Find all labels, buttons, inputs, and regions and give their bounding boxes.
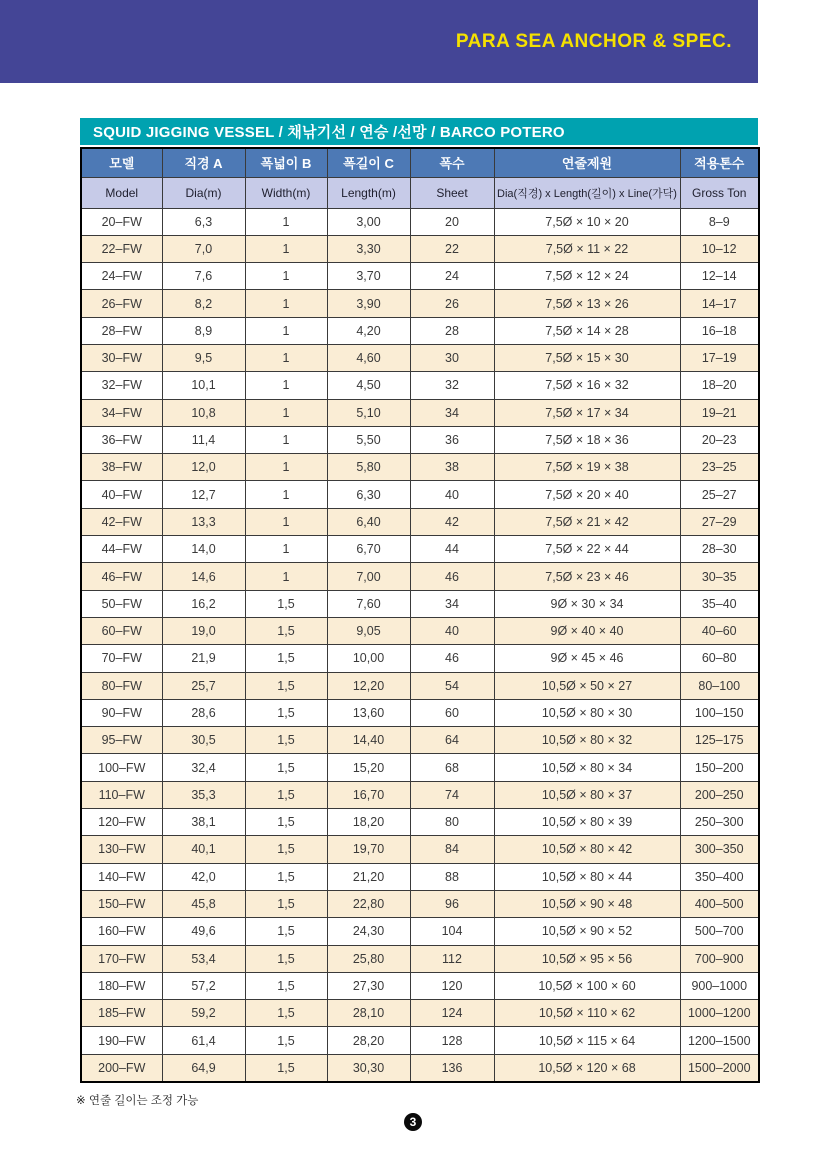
sheet-cell: 36 bbox=[410, 426, 494, 453]
line-spec-cell: 10,5Ø × 110 × 62 bbox=[494, 1000, 680, 1027]
length-cell: 3,70 bbox=[327, 263, 410, 290]
header-sheet-ko: 폭수 bbox=[410, 148, 494, 177]
dia-cell: 7,6 bbox=[162, 263, 245, 290]
header-length-en: Length(m) bbox=[327, 177, 410, 208]
length-cell: 19,70 bbox=[327, 836, 410, 863]
header-gross-ton-ko: 적용톤수 bbox=[680, 148, 759, 177]
width-cell: 1 bbox=[245, 536, 327, 563]
table-row bbox=[81, 781, 759, 808]
sheet-cell: 64 bbox=[410, 727, 494, 754]
sheet-cell: 84 bbox=[410, 836, 494, 863]
length-cell: 28,20 bbox=[327, 1027, 410, 1054]
model-cell: 90–FW bbox=[81, 699, 162, 726]
table-row bbox=[81, 263, 759, 290]
line-spec-cell: 9Ø × 45 × 46 bbox=[494, 645, 680, 672]
sheet-cell: 112 bbox=[410, 945, 494, 972]
dia-cell: 40,1 bbox=[162, 836, 245, 863]
width-cell: 1,5 bbox=[245, 918, 327, 945]
sheet-cell: 28 bbox=[410, 317, 494, 344]
table-row bbox=[81, 372, 759, 399]
gross-ton-cell: 400–500 bbox=[680, 890, 759, 917]
page-number: 3 bbox=[409, 1115, 417, 1129]
width-cell: 1,5 bbox=[245, 809, 327, 836]
sheet-cell: 60 bbox=[410, 699, 494, 726]
gross-ton-cell: 12–14 bbox=[680, 263, 759, 290]
line-spec-cell: 7,5Ø × 16 × 32 bbox=[494, 372, 680, 399]
table-row bbox=[81, 399, 759, 426]
sheet-cell: 34 bbox=[410, 590, 494, 617]
header-line-spec-en: Dia(직경) x Length(길이) x Line(가닥) bbox=[494, 177, 680, 208]
table-row bbox=[81, 617, 759, 644]
width-cell: 1,5 bbox=[245, 972, 327, 999]
length-cell: 22,80 bbox=[327, 890, 410, 917]
line-spec-cell: 10,5Ø × 80 × 37 bbox=[494, 781, 680, 808]
table-row bbox=[81, 672, 759, 699]
model-cell: 40–FW bbox=[81, 481, 162, 508]
line-spec-cell: 7,5Ø × 14 × 28 bbox=[494, 317, 680, 344]
table-row bbox=[81, 563, 759, 590]
gross-ton-cell: 25–27 bbox=[680, 481, 759, 508]
gross-ton-cell: 10–12 bbox=[680, 235, 759, 262]
line-spec-cell: 10,5Ø × 50 × 27 bbox=[494, 672, 680, 699]
dia-cell: 25,7 bbox=[162, 672, 245, 699]
line-spec-cell: 9Ø × 30 × 34 bbox=[494, 590, 680, 617]
width-cell: 1 bbox=[245, 344, 327, 371]
line-spec-cell: 10,5Ø × 90 × 52 bbox=[494, 918, 680, 945]
gross-ton-cell: 60–80 bbox=[680, 645, 759, 672]
sheet-cell: 34 bbox=[410, 399, 494, 426]
section-title-bar bbox=[80, 118, 758, 145]
length-cell: 28,10 bbox=[327, 1000, 410, 1027]
line-spec-cell: 10,5Ø × 90 × 48 bbox=[494, 890, 680, 917]
length-cell: 6,70 bbox=[327, 536, 410, 563]
header-line-spec-ko: 연줄제원 bbox=[494, 148, 680, 177]
header-length-ko: 폭길이 C bbox=[327, 148, 410, 177]
width-cell: 1 bbox=[245, 454, 327, 481]
gross-ton-cell: 350–400 bbox=[680, 863, 759, 890]
length-cell: 14,40 bbox=[327, 727, 410, 754]
model-cell: 42–FW bbox=[81, 508, 162, 535]
top-banner bbox=[0, 0, 758, 83]
width-cell: 1,5 bbox=[245, 781, 327, 808]
model-cell: 46–FW bbox=[81, 563, 162, 590]
gross-ton-cell: 16–18 bbox=[680, 317, 759, 344]
model-cell: 20–FW bbox=[81, 208, 162, 235]
sheet-cell: 30 bbox=[410, 344, 494, 371]
line-spec-cell: 7,5Ø × 12 × 24 bbox=[494, 263, 680, 290]
table-row bbox=[81, 426, 759, 453]
model-cell: 185–FW bbox=[81, 1000, 162, 1027]
line-spec-cell: 7,5Ø × 13 × 26 bbox=[494, 290, 680, 317]
gross-ton-cell: 19–21 bbox=[680, 399, 759, 426]
gross-ton-cell: 28–30 bbox=[680, 536, 759, 563]
line-spec-cell: 10,5Ø × 80 × 42 bbox=[494, 836, 680, 863]
line-spec-cell: 10,5Ø × 100 × 60 bbox=[494, 972, 680, 999]
line-spec-cell: 10,5Ø × 80 × 44 bbox=[494, 863, 680, 890]
sheet-cell: 54 bbox=[410, 672, 494, 699]
width-cell: 1,5 bbox=[245, 617, 327, 644]
gross-ton-cell: 125–175 bbox=[680, 727, 759, 754]
gross-ton-cell: 900–1000 bbox=[680, 972, 759, 999]
dia-cell: 8,2 bbox=[162, 290, 245, 317]
table-row bbox=[81, 481, 759, 508]
width-cell: 1,5 bbox=[245, 1000, 327, 1027]
model-cell: 120–FW bbox=[81, 809, 162, 836]
length-cell: 6,30 bbox=[327, 481, 410, 508]
width-cell: 1 bbox=[245, 235, 327, 262]
model-cell: 140–FW bbox=[81, 863, 162, 890]
line-spec-cell: 10,5Ø × 80 × 32 bbox=[494, 727, 680, 754]
table-row bbox=[81, 727, 759, 754]
length-cell: 24,30 bbox=[327, 918, 410, 945]
dia-cell: 13,3 bbox=[162, 508, 245, 535]
sheet-cell: 104 bbox=[410, 918, 494, 945]
model-cell: 32–FW bbox=[81, 372, 162, 399]
width-cell: 1 bbox=[245, 317, 327, 344]
table-row bbox=[81, 945, 759, 972]
dia-cell: 21,9 bbox=[162, 645, 245, 672]
table-row bbox=[81, 754, 759, 781]
sheet-cell: 42 bbox=[410, 508, 494, 535]
width-cell: 1,5 bbox=[245, 1054, 327, 1081]
sheet-cell: 124 bbox=[410, 1000, 494, 1027]
line-spec-cell: 7,5Ø × 19 × 38 bbox=[494, 454, 680, 481]
banner-title: PARA SEA ANCHOR & SPEC. bbox=[455, 30, 732, 52]
sheet-cell: 88 bbox=[410, 863, 494, 890]
model-cell: 22–FW bbox=[81, 235, 162, 262]
line-spec-cell: 7,5Ø × 17 × 34 bbox=[494, 399, 680, 426]
line-spec-cell: 7,5Ø × 23 × 46 bbox=[494, 563, 680, 590]
gross-ton-cell: 17–19 bbox=[680, 344, 759, 371]
gross-ton-cell: 18–20 bbox=[680, 372, 759, 399]
width-cell: 1,5 bbox=[245, 1027, 327, 1054]
line-spec-cell: 10,5Ø × 80 × 39 bbox=[494, 809, 680, 836]
sheet-cell: 46 bbox=[410, 645, 494, 672]
dia-cell: 57,2 bbox=[162, 972, 245, 999]
sheet-cell: 120 bbox=[410, 972, 494, 999]
sheet-cell: 44 bbox=[410, 536, 494, 563]
gross-ton-cell: 20–23 bbox=[680, 426, 759, 453]
table-row bbox=[81, 863, 759, 890]
length-cell: 9,05 bbox=[327, 617, 410, 644]
length-cell: 5,10 bbox=[327, 399, 410, 426]
length-cell: 21,20 bbox=[327, 863, 410, 890]
model-cell: 80–FW bbox=[81, 672, 162, 699]
table-row bbox=[81, 235, 759, 262]
length-cell: 18,20 bbox=[327, 809, 410, 836]
table-row bbox=[81, 317, 759, 344]
gross-ton-cell: 250–300 bbox=[680, 809, 759, 836]
line-spec-cell: 7,5Ø × 22 × 44 bbox=[494, 536, 680, 563]
sheet-cell: 38 bbox=[410, 454, 494, 481]
header-row-english bbox=[81, 177, 759, 208]
model-cell: 150–FW bbox=[81, 890, 162, 917]
table-row bbox=[81, 645, 759, 672]
length-cell: 3,30 bbox=[327, 235, 410, 262]
line-spec-cell: 7,5Ø × 21 × 42 bbox=[494, 508, 680, 535]
line-spec-cell: 7,5Ø × 11 × 22 bbox=[494, 235, 680, 262]
line-spec-cell: 10,5Ø × 120 × 68 bbox=[494, 1054, 680, 1081]
sheet-cell: 22 bbox=[410, 235, 494, 262]
model-cell: 36–FW bbox=[81, 426, 162, 453]
width-cell: 1,5 bbox=[245, 836, 327, 863]
table-row bbox=[81, 208, 759, 235]
width-cell: 1 bbox=[245, 290, 327, 317]
sheet-cell: 74 bbox=[410, 781, 494, 808]
gross-ton-cell: 1500–2000 bbox=[680, 1054, 759, 1081]
model-cell: 70–FW bbox=[81, 645, 162, 672]
sheet-cell: 26 bbox=[410, 290, 494, 317]
length-cell: 7,00 bbox=[327, 563, 410, 590]
table-row bbox=[81, 454, 759, 481]
gross-ton-cell: 80–100 bbox=[680, 672, 759, 699]
table-row bbox=[81, 1000, 759, 1027]
length-cell: 3,00 bbox=[327, 208, 410, 235]
dia-cell: 32,4 bbox=[162, 754, 245, 781]
table-row bbox=[81, 972, 759, 999]
dia-cell: 45,8 bbox=[162, 890, 245, 917]
gross-ton-cell: 23–25 bbox=[680, 454, 759, 481]
table-row bbox=[81, 918, 759, 945]
width-cell: 1 bbox=[245, 563, 327, 590]
line-spec-cell: 10,5Ø × 80 × 30 bbox=[494, 699, 680, 726]
gross-ton-cell: 200–250 bbox=[680, 781, 759, 808]
width-cell: 1,5 bbox=[245, 727, 327, 754]
header-gross-ton-en: Gross Ton bbox=[680, 177, 759, 208]
length-cell: 15,20 bbox=[327, 754, 410, 781]
length-cell: 12,20 bbox=[327, 672, 410, 699]
sheet-cell: 46 bbox=[410, 563, 494, 590]
model-cell: 60–FW bbox=[81, 617, 162, 644]
dia-cell: 14,6 bbox=[162, 563, 245, 590]
model-cell: 24–FW bbox=[81, 263, 162, 290]
dia-cell: 28,6 bbox=[162, 699, 245, 726]
width-cell: 1 bbox=[245, 263, 327, 290]
gross-ton-cell: 14–17 bbox=[680, 290, 759, 317]
dia-cell: 42,0 bbox=[162, 863, 245, 890]
header-width-en: Width(m) bbox=[245, 177, 327, 208]
table-row bbox=[81, 344, 759, 371]
footnote: ※ 연줄 길이는 조정 가능 bbox=[76, 1095, 199, 1107]
length-cell: 4,60 bbox=[327, 344, 410, 371]
model-cell: 38–FW bbox=[81, 454, 162, 481]
sheet-cell: 68 bbox=[410, 754, 494, 781]
dia-cell: 6,3 bbox=[162, 208, 245, 235]
dia-cell: 11,4 bbox=[162, 426, 245, 453]
model-cell: 110–FW bbox=[81, 781, 162, 808]
sheet-cell: 24 bbox=[410, 263, 494, 290]
line-spec-cell: 9Ø × 40 × 40 bbox=[494, 617, 680, 644]
header-model-ko: 모델 bbox=[81, 148, 162, 177]
sheet-cell: 136 bbox=[410, 1054, 494, 1081]
line-spec-cell: 7,5Ø × 10 × 20 bbox=[494, 208, 680, 235]
model-cell: 30–FW bbox=[81, 344, 162, 371]
table-row bbox=[81, 699, 759, 726]
gross-ton-cell: 1200–1500 bbox=[680, 1027, 759, 1054]
length-cell: 25,80 bbox=[327, 945, 410, 972]
length-cell: 13,60 bbox=[327, 699, 410, 726]
dia-cell: 12,0 bbox=[162, 454, 245, 481]
model-cell: 26–FW bbox=[81, 290, 162, 317]
dia-cell: 61,4 bbox=[162, 1027, 245, 1054]
spec-table bbox=[80, 147, 760, 1083]
line-spec-cell: 10,5Ø × 80 × 34 bbox=[494, 754, 680, 781]
length-cell: 30,30 bbox=[327, 1054, 410, 1081]
sheet-cell: 40 bbox=[410, 481, 494, 508]
table-row bbox=[81, 836, 759, 863]
table-row bbox=[81, 290, 759, 317]
sheet-cell: 80 bbox=[410, 809, 494, 836]
width-cell: 1 bbox=[245, 372, 327, 399]
gross-ton-cell: 300–350 bbox=[680, 836, 759, 863]
page-number-badge bbox=[404, 1113, 422, 1131]
dia-cell: 8,9 bbox=[162, 317, 245, 344]
sheet-cell: 96 bbox=[410, 890, 494, 917]
width-cell: 1 bbox=[245, 508, 327, 535]
length-cell: 27,30 bbox=[327, 972, 410, 999]
header-width-ko: 폭넓이 B bbox=[245, 148, 327, 177]
dia-cell: 35,3 bbox=[162, 781, 245, 808]
width-cell: 1,5 bbox=[245, 945, 327, 972]
dia-cell: 9,5 bbox=[162, 344, 245, 371]
gross-ton-cell: 500–700 bbox=[680, 918, 759, 945]
width-cell: 1,5 bbox=[245, 590, 327, 617]
line-spec-cell: 7,5Ø × 15 × 30 bbox=[494, 344, 680, 371]
gross-ton-cell: 27–29 bbox=[680, 508, 759, 535]
width-cell: 1 bbox=[245, 481, 327, 508]
dia-cell: 19,0 bbox=[162, 617, 245, 644]
dia-cell: 16,2 bbox=[162, 590, 245, 617]
length-cell: 6,40 bbox=[327, 508, 410, 535]
length-cell: 4,50 bbox=[327, 372, 410, 399]
dia-cell: 14,0 bbox=[162, 536, 245, 563]
dia-cell: 53,4 bbox=[162, 945, 245, 972]
sheet-cell: 32 bbox=[410, 372, 494, 399]
gross-ton-cell: 100–150 bbox=[680, 699, 759, 726]
dia-cell: 49,6 bbox=[162, 918, 245, 945]
dia-cell: 64,9 bbox=[162, 1054, 245, 1081]
table-row bbox=[81, 536, 759, 563]
dia-cell: 30,5 bbox=[162, 727, 245, 754]
dia-cell: 7,0 bbox=[162, 235, 245, 262]
model-cell: 50–FW bbox=[81, 590, 162, 617]
model-cell: 100–FW bbox=[81, 754, 162, 781]
length-cell: 5,50 bbox=[327, 426, 410, 453]
sheet-cell: 128 bbox=[410, 1027, 494, 1054]
width-cell: 1,5 bbox=[245, 890, 327, 917]
gross-ton-cell: 30–35 bbox=[680, 563, 759, 590]
sheet-cell: 20 bbox=[410, 208, 494, 235]
width-cell: 1,5 bbox=[245, 863, 327, 890]
model-cell: 170–FW bbox=[81, 945, 162, 972]
model-cell: 160–FW bbox=[81, 918, 162, 945]
model-cell: 34–FW bbox=[81, 399, 162, 426]
model-cell: 190–FW bbox=[81, 1027, 162, 1054]
table-row bbox=[81, 890, 759, 917]
dia-cell: 59,2 bbox=[162, 1000, 245, 1027]
table-row bbox=[81, 590, 759, 617]
gross-ton-cell: 1000–1200 bbox=[680, 1000, 759, 1027]
dia-cell: 38,1 bbox=[162, 809, 245, 836]
width-cell: 1 bbox=[245, 208, 327, 235]
line-spec-cell: 10,5Ø × 95 × 56 bbox=[494, 945, 680, 972]
sheet-cell: 40 bbox=[410, 617, 494, 644]
header-sheet-en: Sheet bbox=[410, 177, 494, 208]
model-cell: 200–FW bbox=[81, 1054, 162, 1081]
table-row bbox=[81, 508, 759, 535]
model-cell: 44–FW bbox=[81, 536, 162, 563]
table-row bbox=[81, 809, 759, 836]
dia-cell: 12,7 bbox=[162, 481, 245, 508]
length-cell: 4,20 bbox=[327, 317, 410, 344]
width-cell: 1,5 bbox=[245, 672, 327, 699]
gross-ton-cell: 40–60 bbox=[680, 617, 759, 644]
table-row bbox=[81, 1027, 759, 1054]
model-cell: 95–FW bbox=[81, 727, 162, 754]
width-cell: 1,5 bbox=[245, 645, 327, 672]
dia-cell: 10,8 bbox=[162, 399, 245, 426]
gross-ton-cell: 150–200 bbox=[680, 754, 759, 781]
model-cell: 180–FW bbox=[81, 972, 162, 999]
section-title: SQUID JIGGING VESSEL / 채낚기선 / 연승 /선망 / BARCO POTERO bbox=[93, 124, 565, 141]
line-spec-cell: 10,5Ø × 115 × 64 bbox=[494, 1027, 680, 1054]
length-cell: 10,00 bbox=[327, 645, 410, 672]
model-cell: 28–FW bbox=[81, 317, 162, 344]
spec-table-container bbox=[80, 147, 758, 1083]
header-row-korean bbox=[81, 148, 759, 177]
width-cell: 1 bbox=[245, 399, 327, 426]
gross-ton-cell: 700–900 bbox=[680, 945, 759, 972]
width-cell: 1 bbox=[245, 426, 327, 453]
line-spec-cell: 7,5Ø × 18 × 36 bbox=[494, 426, 680, 453]
line-spec-cell: 7,5Ø × 20 × 40 bbox=[494, 481, 680, 508]
table-body bbox=[81, 208, 759, 1082]
width-cell: 1,5 bbox=[245, 754, 327, 781]
length-cell: 16,70 bbox=[327, 781, 410, 808]
length-cell: 3,90 bbox=[327, 290, 410, 317]
gross-ton-cell: 8–9 bbox=[680, 208, 759, 235]
length-cell: 7,60 bbox=[327, 590, 410, 617]
header-dia-en: Dia(m) bbox=[162, 177, 245, 208]
dia-cell: 10,1 bbox=[162, 372, 245, 399]
length-cell: 5,80 bbox=[327, 454, 410, 481]
model-cell: 130–FW bbox=[81, 836, 162, 863]
header-dia-ko: 직경 A bbox=[162, 148, 245, 177]
header-model-en: Model bbox=[81, 177, 162, 208]
table-row bbox=[81, 1054, 759, 1081]
width-cell: 1,5 bbox=[245, 699, 327, 726]
gross-ton-cell: 35–40 bbox=[680, 590, 759, 617]
